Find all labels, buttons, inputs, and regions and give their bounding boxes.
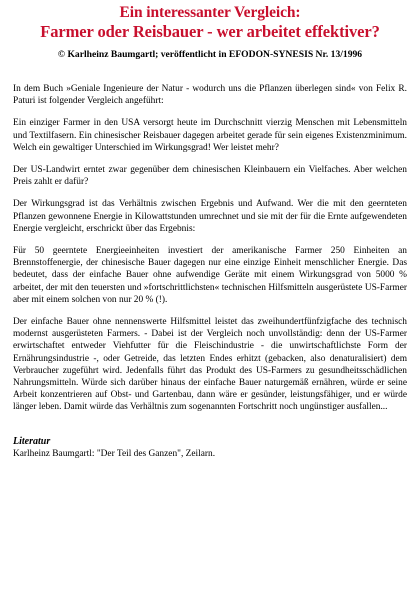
paragraph-4: Der Wirkungsgrad ist das Verhältnis zwischen Ergebnis und Aufwand. Wer die mit den geernteten Pflanzen gewonnene Energie in Kilowattstunden umrechnet und sie mit der für die Ernte aufgewendeten Energie vergleicht, erschrickt über das Ergebnis: [13,199,407,234]
paragraph-1: In dem Buch »Geniale Ingenieure der Natur - wodurch uns die Pflanzen überlegen sind« von Felix R. Paturi ist folgender Vergleich angeführt: [13,84,407,107]
literature-heading: Literatur [13,435,51,447]
title-line-1: Ein interessanter Vergleich: [119,4,301,21]
paragraph-5: Für 50 geerntete Energieeinheiten investiert der amerikanische Farmer 250 Einheiten an Brennstoffenergie, der chinesische Bauer dagegen nur eine einzige Einheit menschlicher Energie. Das bedeutet, dass der einfache Bauer ohne aufwendige Geräte mit einem Wirkungsgrad von 5000 % arbeitet, der mit den teuersten und »fortschrittlichsten« technischen Hilfsmitteln ausgerüstete US-Farmer aber mit einem solchen von nur 20 % (!). [13,246,407,305]
paragraph-6: Der einfache Bauer ohne nennenswerte Hilfsmittel leistet das zweihundertfünfzigfache des technisch modernst ausgerüsteten Farmers. - Dabei ist der Vergleich noch unvollständig: denn der US-Farmer erwirtschaftet entweder Viehfutter für die Fleischindustrie - die unwirtschaftlichste Form der Ernährungsindustrie -, oder Getreide, das letzten Endes erhitzt (gebacken, also denaturalisiert) dem Verbraucher zugeführt wird. Jedenfalls führt das Produkt des US-Farmers zu gesundheitsschädlichen Nahrungsmitteln. Würde sich darüber hinaus der einfache Bauer naturgemäß ernähren, würde er seine Arbeit konzentrieren auf Obst- und Gartenbau, dann wäre er gesünder, leistungsfähiger, und er würde länger leben. Damit würde das Verhältnis zum sogenannten Fortschritt noch ungünstiger ausfallen... [13,317,407,413]
paragraph-3: Der US-Landwirt erntet zwar gegenüber dem chinesischen Kleinbauern ein Vielfaches. Aber welchen Preis zahlt er dafür? [13,165,407,188]
literature-item: Karlheinz Baumgartl: "Der Teil des Ganzen", Zeilarn. [13,448,216,459]
title-line-2: Farmer oder Reisbauer - wer arbeitet effektiver? [40,22,380,41]
paragraph-2: Ein einziger Farmer in den USA versorgt heute im Durchschnitt vierzig Menschen mit Lebensmitteln und Textilfasern. Ein chinesischer Reisbauer dagegen arbeitet gerade für sein eigenes Existenzminimum. Welch ein gewaltiger Unterschied im Wirkungsgrad! Wer leistet mehr? [13,118,407,153]
byline: © Karlheinz Baumgartl; veröffentlicht in EFODON-SYNESIS Nr. 13/1996 [57,49,363,60]
